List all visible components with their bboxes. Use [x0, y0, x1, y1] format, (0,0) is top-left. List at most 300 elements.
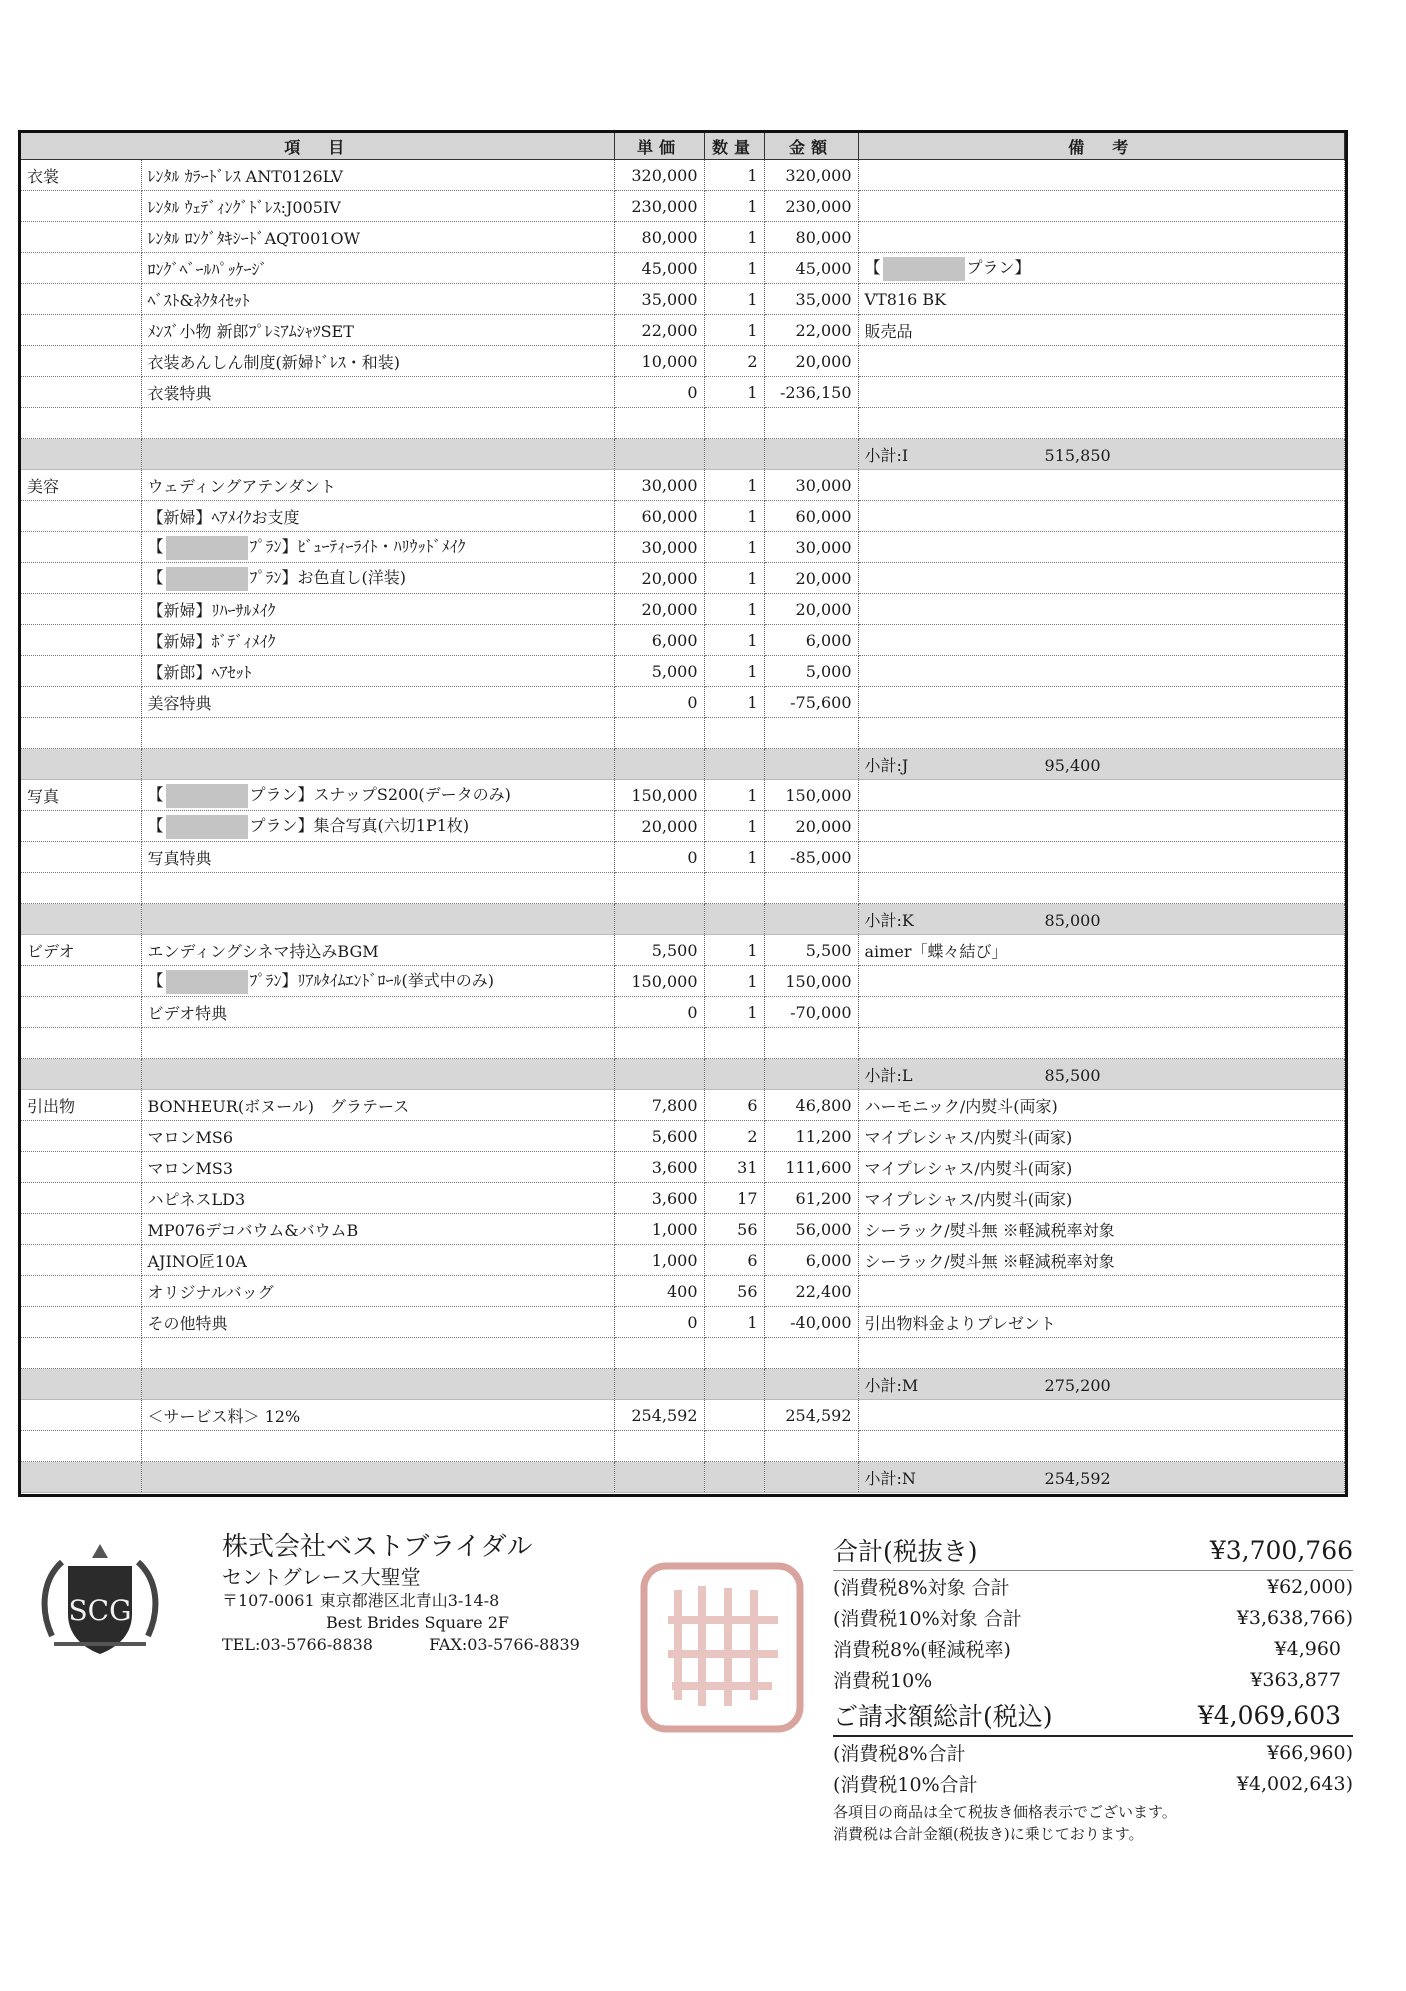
unit-price: 150,000: [614, 966, 704, 997]
quantity: 1: [704, 532, 764, 563]
quantity: 1: [704, 594, 764, 625]
amount: 30,000: [764, 470, 858, 501]
subtotal-spacer: [21, 439, 141, 470]
empty-cell: [764, 718, 858, 749]
item-name: [141, 656, 614, 687]
table-row: [21, 1400, 1345, 1431]
item-name-text: ＜サービス料＞ 12%: [147, 1406, 301, 1426]
subtotal-cell: [858, 1462, 1344, 1493]
item-notes: [858, 1214, 1344, 1245]
unit-price: 5,000: [614, 656, 704, 687]
subtotal-row: [21, 1462, 1345, 1493]
item-name-prefix: 【: [147, 568, 164, 588]
blank-row: [21, 1338, 1345, 1369]
amount: 254,592: [764, 1400, 858, 1431]
tax10-base-row: (消費税10%対象 合計 ¥3,638,766): [833, 1606, 1353, 1630]
category-label: [21, 1307, 141, 1338]
subtotal-spacer: [614, 439, 704, 470]
unit-price: 30,000: [614, 532, 704, 563]
subtotal-spacer: [614, 749, 704, 780]
item-name-text: ウェディングアテンダント: [147, 476, 336, 496]
subtotal-spacer: [704, 904, 764, 935]
item-name: [141, 842, 614, 873]
table-row: [21, 966, 1345, 997]
quantity: 6: [704, 1090, 764, 1121]
table-row: [21, 1183, 1345, 1214]
item-name: [141, 811, 614, 842]
category-label: [21, 997, 141, 1028]
category-label: [21, 966, 141, 997]
amount: 22,400: [764, 1276, 858, 1307]
amount: 61,200: [764, 1183, 858, 1214]
unit-price: 22,000: [614, 315, 704, 346]
empty-cell: [858, 718, 1344, 749]
item-name-text: マロンMS3: [147, 1158, 234, 1178]
item-name-text: ﾌﾟﾗﾝ】ﾘｱﾙﾀｲﾑｴﾝﾄﾞﾛｰﾙ(挙式中のみ): [249, 971, 495, 991]
subtotal-spacer: [21, 1462, 141, 1493]
unit-price: 10,000: [614, 346, 704, 377]
item-name: [141, 966, 614, 997]
subtotal-cell: [858, 1369, 1344, 1400]
item-name: [141, 532, 614, 563]
redacted-text: [166, 567, 248, 591]
item-name-text: ﾚﾝﾀﾙ ﾛﾝｸﾞﾀｷｼｰﾄﾞAQT001OW: [147, 228, 361, 248]
item-name-text: 【新婦】ﾍｱﾒｲｸお支度: [147, 507, 300, 527]
item-name: [141, 1183, 614, 1214]
amount: 6,000: [764, 1245, 858, 1276]
empty-cell: [858, 1028, 1344, 1059]
quantity: 1: [704, 687, 764, 718]
item-name-text: ハピネスLD3: [147, 1189, 246, 1209]
item-name-text: 【新婦】ﾘﾊｰｻﾙﾒｲｸ: [147, 600, 276, 620]
item-notes: [858, 1090, 1344, 1121]
category-label: [21, 1183, 141, 1214]
item-name: [141, 1245, 614, 1276]
empty-cell: [21, 873, 141, 904]
redacted-text: [166, 784, 248, 808]
header-item: 項 目: [21, 133, 614, 160]
item-name-text: マロンMS6: [147, 1127, 234, 1147]
item-notes: [858, 470, 1344, 501]
item-name: [141, 687, 614, 718]
unit-price: 1,000: [614, 1214, 704, 1245]
redacted-text: [166, 970, 248, 994]
amount: 35,000: [764, 284, 858, 315]
unit-price: 1,000: [614, 1245, 704, 1276]
item-name: [141, 780, 614, 811]
amount: -70,000: [764, 997, 858, 1028]
header-unit-price: 単価: [614, 133, 704, 160]
item-name-text: ﾚﾝﾀﾙ ｳｪﾃﾞｨﾝｸﾞﾄﾞﾚｽ:J005IV: [147, 197, 341, 217]
item-name: [141, 1307, 614, 1338]
header-notes: 備 考: [858, 133, 1344, 160]
empty-cell: [858, 1338, 1344, 1369]
quantity: 6: [704, 1245, 764, 1276]
table-row: [21, 594, 1345, 625]
category-label: 引出物: [21, 1090, 141, 1121]
footer: [0, 1500, 1406, 1991]
table-row: [21, 501, 1345, 532]
table-header-row: [21, 133, 1345, 160]
unit-price: 3,600: [614, 1183, 704, 1214]
item-notes: [858, 253, 1344, 284]
item-notes: [858, 501, 1344, 532]
subtotal-value: 85,500: [1044, 1065, 1101, 1085]
empty-cell: [614, 718, 704, 749]
subtotal-row: [21, 439, 1345, 470]
subtotal-spacer: [141, 1462, 614, 1493]
venue-name: セントグレース大聖堂: [222, 1565, 421, 1589]
quantity: 1: [704, 997, 764, 1028]
item-name-text: 美容特典: [147, 693, 212, 713]
subtotal-spacer: [141, 749, 614, 780]
item-name-text: 衣裳特典: [147, 383, 212, 403]
item-name: [141, 222, 614, 253]
quantity: 2: [704, 346, 764, 377]
company-seal-stamp: [638, 1560, 806, 1739]
item-notes: [858, 687, 1344, 718]
amount: 150,000: [764, 966, 858, 997]
item-notes: [858, 811, 1344, 842]
notes-text: シーラック/熨斗無 ※軽減税率対象: [864, 1220, 1115, 1240]
subtotal-row: [21, 749, 1345, 780]
unit-price: 400: [614, 1276, 704, 1307]
subtotal-label: 小計:L: [864, 1065, 913, 1085]
empty-cell: [858, 408, 1344, 439]
unit-price: 60,000: [614, 501, 704, 532]
item-notes: [858, 656, 1344, 687]
blank-row: [21, 873, 1345, 904]
item-name: [141, 1121, 614, 1152]
empty-cell: [21, 718, 141, 749]
subtotal-spacer: [704, 439, 764, 470]
subtotal-value: 275,200: [1044, 1375, 1111, 1395]
category-label: [21, 811, 141, 842]
amount: 5,000: [764, 656, 858, 687]
quantity: 56: [704, 1276, 764, 1307]
tax8-total-row: (消費税8%合計 ¥66,960): [833, 1741, 1353, 1765]
item-name: [141, 935, 614, 966]
unit-price: 30,000: [614, 470, 704, 501]
subtotal-spacer: [21, 1059, 141, 1090]
redacted-text: [166, 536, 248, 560]
subtotal-spacer: [614, 1462, 704, 1493]
table-row: [21, 284, 1345, 315]
unit-price: 20,000: [614, 563, 704, 594]
subtotal-spacer: [764, 1369, 858, 1400]
category-label: [21, 1276, 141, 1307]
table-row: [21, 470, 1345, 501]
empty-cell: [704, 1431, 764, 1462]
subtotal-value: 254,592: [1044, 1468, 1111, 1488]
amount: 150,000: [764, 780, 858, 811]
category-label: [21, 842, 141, 873]
category-label: [21, 315, 141, 346]
quantity: 1: [704, 842, 764, 873]
tax8-row: 消費税8%(軽減税率) ¥4,960: [833, 1637, 1341, 1661]
item-notes: [858, 284, 1344, 315]
amount: -85,000: [764, 842, 858, 873]
table-row: [21, 315, 1345, 346]
table-row: [21, 191, 1345, 222]
amount: 320,000: [764, 160, 858, 191]
empty-cell: [764, 1028, 858, 1059]
table-row: [21, 563, 1345, 594]
item-name-prefix: 【: [147, 971, 164, 991]
item-notes: [858, 780, 1344, 811]
category-label: [21, 284, 141, 315]
unit-price: 230,000: [614, 191, 704, 222]
company-address: 〒107-0061 東京都港区北青山3-14-8: [222, 1591, 500, 1610]
table-row: [21, 253, 1345, 284]
item-name-text: プラン】スナップS200(データのみ): [249, 785, 511, 805]
item-name-text: BONHEUR(ボヌール) グラテース: [147, 1096, 410, 1116]
empty-cell: [858, 873, 1344, 904]
category-label: [21, 501, 141, 532]
company-block: [222, 1530, 580, 1656]
empty-cell: [141, 408, 614, 439]
subtotal-label: 小計:I: [864, 445, 909, 465]
quantity: 1: [704, 501, 764, 532]
notes-text: シーラック/熨斗無 ※軽減税率対象: [864, 1251, 1115, 1271]
empty-cell: [704, 873, 764, 904]
item-notes: [858, 594, 1344, 625]
amount: -40,000: [764, 1307, 858, 1338]
quantity: 1: [704, 284, 764, 315]
empty-cell: [614, 1431, 704, 1462]
quantity: 1: [704, 1307, 764, 1338]
quantity: 1: [704, 253, 764, 284]
item-name-text: AJINO匠10A: [147, 1251, 247, 1271]
table-row: [21, 780, 1345, 811]
blank-row: [21, 408, 1345, 439]
subtotal-value: 85,000: [1044, 910, 1101, 930]
subtotal-cell: [858, 749, 1344, 780]
unit-price: 0: [614, 377, 704, 408]
subtotal-cell: [858, 904, 1344, 935]
item-name-text: エンディングシネマ持込みBGM: [147, 941, 379, 961]
empty-cell: [21, 1028, 141, 1059]
subtotal-spacer: [141, 439, 614, 470]
item-notes: [858, 532, 1344, 563]
amount: 46,800: [764, 1090, 858, 1121]
empty-cell: [141, 1028, 614, 1059]
notes-text: 引出物料金よりプレゼント: [864, 1313, 1056, 1333]
item-name: [141, 1400, 614, 1431]
subtotal-spacer: [704, 749, 764, 780]
grand-total-row: ご請求額総計(税込) ¥4,069,603: [833, 1695, 1353, 1737]
amount: 20,000: [764, 563, 858, 594]
quantity: 2: [704, 1121, 764, 1152]
empty-cell: [21, 1431, 141, 1462]
table-row: [21, 1214, 1345, 1245]
item-name: [141, 315, 614, 346]
subtotal-spacer: [704, 1369, 764, 1400]
empty-cell: [141, 718, 614, 749]
subtotal-spacer: [21, 1369, 141, 1400]
item-name: [141, 501, 614, 532]
invoice-table: [18, 130, 1348, 1497]
unit-price: 0: [614, 997, 704, 1028]
table-row: [21, 1152, 1345, 1183]
item-notes: [858, 966, 1344, 997]
category-label: [21, 1214, 141, 1245]
subtotal-spacer: [141, 1369, 614, 1400]
header-quantity: 数量: [704, 133, 764, 160]
table-row: [21, 1245, 1345, 1276]
table-row: [21, 842, 1345, 873]
amount: 230,000: [764, 191, 858, 222]
item-name: [141, 1090, 614, 1121]
empty-cell: [858, 1431, 1344, 1462]
unit-price: 3,600: [614, 1152, 704, 1183]
item-name-text: 【新婦】ﾎﾞﾃﾞｨﾒｲｸ: [147, 631, 276, 651]
item-name: [141, 625, 614, 656]
item-name-text: ﾛﾝｸﾞﾍﾞｰﾙﾊﾟｯｹｰｼﾞ: [147, 259, 268, 279]
category-label: [21, 625, 141, 656]
table-row: [21, 160, 1345, 191]
item-notes: [858, 1152, 1344, 1183]
subtotal-row: [21, 1059, 1345, 1090]
unit-price: 254,592: [614, 1400, 704, 1431]
subtotal-cell: [858, 439, 1344, 470]
subtotal-value: 95,400: [1044, 755, 1101, 775]
quantity: 1: [704, 656, 764, 687]
item-name-text: MP076デコバウム&バウムB: [147, 1220, 359, 1240]
item-name: [141, 563, 614, 594]
quantity: 1: [704, 191, 764, 222]
table-row: [21, 1307, 1345, 1338]
item-name-text: 写真特典: [147, 848, 212, 868]
unit-price: 0: [614, 842, 704, 873]
quantity: 1: [704, 470, 764, 501]
notes-text: ハーモニック/内熨斗(両家): [864, 1096, 1058, 1116]
empty-cell: [614, 873, 704, 904]
unit-price: 35,000: [614, 284, 704, 315]
item-name: [141, 346, 614, 377]
category-label: [21, 346, 141, 377]
table-row: [21, 997, 1345, 1028]
empty-cell: [764, 873, 858, 904]
table-row: [21, 656, 1345, 687]
category-label: [21, 1121, 141, 1152]
category-label: [21, 222, 141, 253]
item-name: [141, 377, 614, 408]
notes-text: マイプレシャス/内熨斗(両家): [864, 1127, 1073, 1147]
blank-row: [21, 1028, 1345, 1059]
category-label: [21, 532, 141, 563]
item-name-text: ﾌﾟﾗﾝ】ﾋﾞｭｰﾃｨｰﾗｲﾄ・ﾊﾘｳｯﾄﾞﾒｲｸ: [249, 537, 466, 557]
notes-text: aimer「蝶々結び」: [864, 941, 1008, 961]
header-amount: 金額: [764, 133, 858, 160]
item-notes: [858, 1121, 1344, 1152]
item-name: [141, 191, 614, 222]
item-name: [141, 594, 614, 625]
category-label: 衣裳: [21, 160, 141, 191]
quantity: 1: [704, 811, 764, 842]
amount: 11,200: [764, 1121, 858, 1152]
quantity: 1: [704, 780, 764, 811]
item-name-text: 【新郎】ﾍｱｾｯﾄ: [147, 662, 252, 682]
subtotal-spacer: [21, 749, 141, 780]
unit-price: 20,000: [614, 811, 704, 842]
notes-suffix: プラン】: [966, 258, 1031, 278]
svg-text:SCG: SCG: [68, 1594, 132, 1627]
quantity: 1: [704, 966, 764, 997]
empty-cell: [21, 408, 141, 439]
subtotal-spacer: [764, 1059, 858, 1090]
empty-cell: [614, 1028, 704, 1059]
item-notes: [858, 1400, 1344, 1431]
empty-cell: [764, 408, 858, 439]
item-notes: [858, 377, 1344, 408]
item-name-text: ﾒﾝｽﾞ小物 新郎ﾌﾟﾚﾐｱﾑｼｬﾂSET: [147, 321, 354, 341]
item-notes: [858, 222, 1344, 253]
unit-price: 6,000: [614, 625, 704, 656]
amount: 60,000: [764, 501, 858, 532]
subtotal-spacer: [141, 904, 614, 935]
item-name-text: ﾚﾝﾀﾙ ｶﾗｰﾄﾞﾚｽ ANT0126LV: [147, 166, 343, 186]
table-row: [21, 625, 1345, 656]
item-notes: [858, 160, 1344, 191]
empty-cell: [764, 1431, 858, 1462]
empty-cell: [704, 718, 764, 749]
empty-cell: [614, 408, 704, 439]
subtotal-label: 小計:M: [864, 1375, 919, 1395]
category-label: 美容: [21, 470, 141, 501]
amount: 45,000: [764, 253, 858, 284]
item-notes: [858, 1245, 1344, 1276]
subtotal-spacer: [764, 749, 858, 780]
item-name-text: ﾌﾟﾗﾝ】お色直し(洋装): [249, 568, 407, 588]
item-notes: [858, 842, 1344, 873]
notes-text: 【: [864, 258, 881, 278]
item-name-text: ﾍﾞｽﾄ&ﾈｸﾀｲｾｯﾄ: [147, 290, 250, 310]
quantity: 56: [704, 1214, 764, 1245]
item-notes: [858, 1307, 1344, 1338]
category-label: [21, 1245, 141, 1276]
item-name: [141, 1152, 614, 1183]
blank-row: [21, 718, 1345, 749]
amount: 5,500: [764, 935, 858, 966]
unit-price: 5,600: [614, 1121, 704, 1152]
subtotal-label: 小計:N: [864, 1468, 916, 1488]
subtotal-label: 小計:K: [864, 910, 914, 930]
category-label: 写真: [21, 780, 141, 811]
subtotal-label: 小計:J: [864, 755, 909, 775]
item-name: [141, 470, 614, 501]
empty-cell: [614, 1338, 704, 1369]
item-name-text: その他特典: [147, 1313, 228, 1333]
subtotal-spacer: [764, 1462, 858, 1493]
quantity: 1: [704, 315, 764, 346]
subtotal-spacer: [614, 904, 704, 935]
item-notes: [858, 1276, 1344, 1307]
blank-row: [21, 1431, 1345, 1462]
table-row: [21, 1276, 1345, 1307]
category-label: ビデオ: [21, 935, 141, 966]
quantity: 17: [704, 1183, 764, 1214]
quantity: 1: [704, 563, 764, 594]
item-name: [141, 253, 614, 284]
table-row: [21, 222, 1345, 253]
item-name: [141, 1214, 614, 1245]
subtotal-row: [21, 1369, 1345, 1400]
table-row: [21, 935, 1345, 966]
totals-panel: [833, 1530, 1353, 1845]
notes-text: VT816 BK: [864, 289, 947, 309]
item-name-prefix: 【: [147, 537, 164, 557]
